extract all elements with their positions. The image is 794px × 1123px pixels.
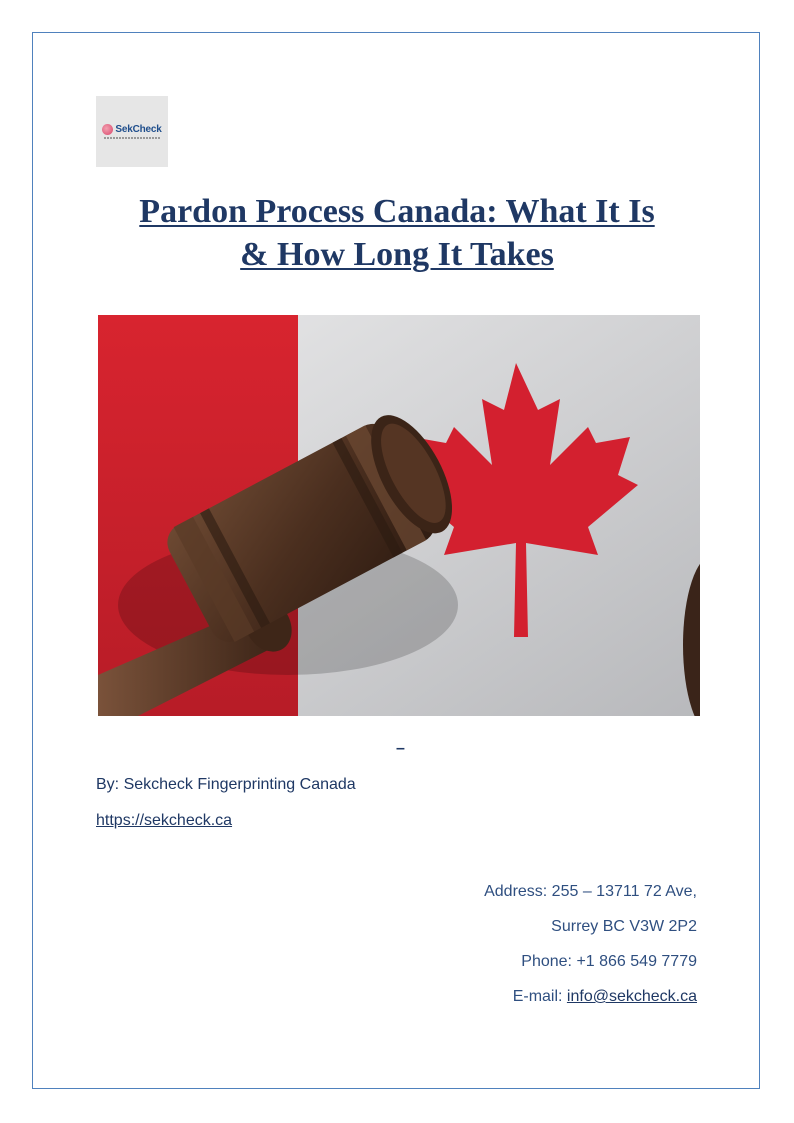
title-line-2: & How Long It Takes xyxy=(240,236,554,273)
title-line-1: Pardon Process Canada: What It Is xyxy=(139,193,655,230)
company-logo xyxy=(96,96,168,167)
address-line-2: Surrey BC V3W 2P2 xyxy=(551,918,697,935)
contact-block xyxy=(484,882,697,1022)
phone-number: Phone: +1 866 549 7779 xyxy=(521,953,697,970)
email-label: E-mail: xyxy=(512,988,567,1005)
hero-image-gavel-canada-flag xyxy=(98,315,700,716)
email-link[interactable]: info@sekcheck.ca xyxy=(566,988,697,1005)
page-title xyxy=(96,190,698,276)
separator-dash: – xyxy=(396,740,405,757)
logo-text: SekCheck xyxy=(115,124,162,135)
email-row xyxy=(484,987,697,1007)
website-link[interactable]: https://sekcheck.ca xyxy=(96,812,233,829)
author-byline: By: Sekcheck Fingerprinting Canada xyxy=(96,776,356,793)
fingerprint-icon xyxy=(102,124,113,135)
address-line-1: Address: 255 – 13711 72 Ave, xyxy=(484,883,697,900)
logo-tagline xyxy=(104,137,160,139)
